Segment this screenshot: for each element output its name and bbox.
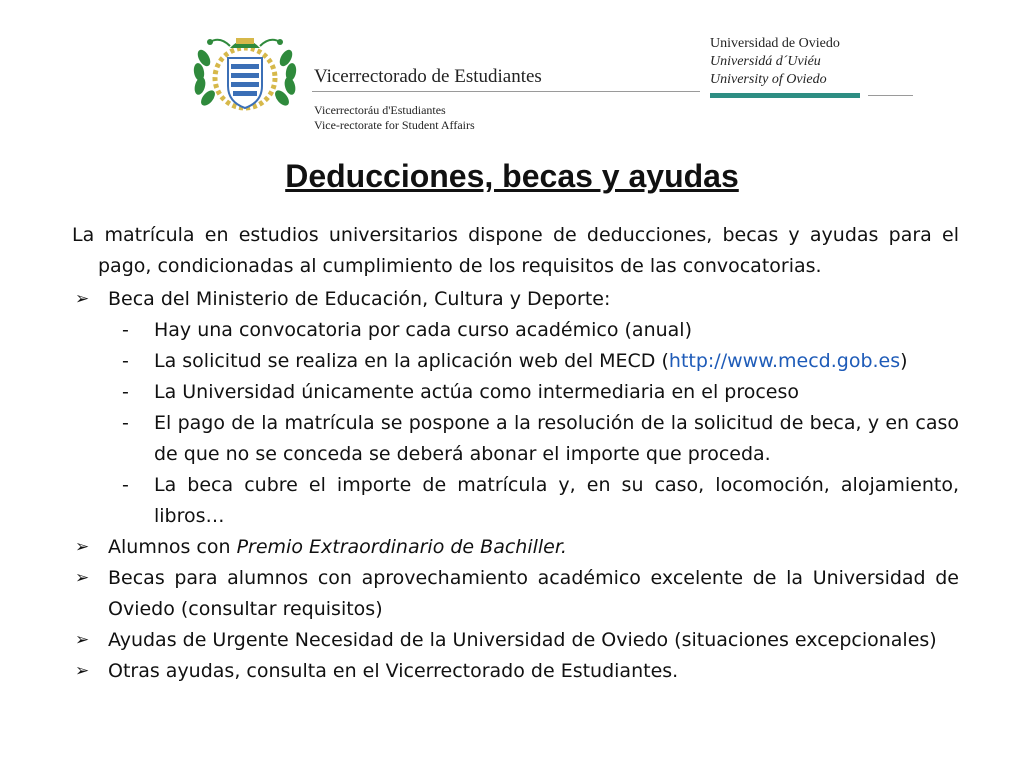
- mecd-item-text: El pago de la matrícula se pospone a la resolución de la solicitud de beca, y en caso de que no se conceda se deberá abonar el importe que proceda.: [154, 412, 959, 465]
- bullet-text: Otras ayudas, consulta en el Vicerrectorado de Estudiantes.: [108, 660, 679, 682]
- university-accent-bar: [710, 93, 860, 98]
- content-body: [72, 220, 959, 687]
- dash-marker: -: [122, 474, 129, 496]
- mecd-item-text: La Universidad únicamente actúa como intermediaria en el proceso: [154, 381, 800, 403]
- mecd-link-close: ): [900, 350, 908, 372]
- page-title: Deducciones, becas y ayudas: [285, 158, 739, 194]
- header-divider: [312, 91, 700, 92]
- mecd-item: [72, 346, 959, 377]
- university-name-en: University of Oviedo: [710, 72, 827, 87]
- mecd-item: [72, 315, 959, 346]
- mecd-item-text: La solicitud se realiza en la aplicación web del MECD (: [154, 350, 669, 372]
- bullet-mecd: [72, 284, 959, 315]
- mecd-item: [72, 470, 959, 532]
- bullet-otras-ayudas: [72, 656, 959, 687]
- mecd-link[interactable]: http://www.mecd.gob.es: [668, 350, 901, 372]
- arrow-bullet-icon: ➢: [75, 661, 90, 681]
- mecd-item: [72, 377, 959, 408]
- dash-marker: -: [122, 412, 129, 434]
- university-name-es: Universidad de Oviedo: [710, 36, 840, 51]
- arrow-bullet-icon: ➢: [75, 289, 90, 309]
- vicerrectorado-sub-english: Vice-rectorate for Student Affairs: [314, 118, 475, 132]
- bullet-premio: [72, 532, 959, 563]
- arrow-bullet-icon: ➢: [75, 568, 90, 588]
- vicerrectorado-subtitle: [314, 103, 475, 133]
- university-name-ast: Universidá d´Uviéu: [710, 54, 821, 69]
- dash-marker: -: [122, 381, 129, 403]
- bullet-text: Ayudas de Urgente Necesidad de la Universidad de Oviedo (situaciones excepcionales): [108, 629, 937, 651]
- vicerrectorado-sub-asturian: Vicerrectoráu d'Estudiantes: [314, 103, 446, 117]
- premio-italic: Premio Extraordinario de Bachiller.: [236, 536, 567, 558]
- university-rule: [868, 95, 913, 96]
- bullet-text: Becas para alumnos con aprovechamiento académico excelente de la Universidad de Oviedo (consultar requisitos): [108, 567, 959, 620]
- university-name-block: [710, 35, 840, 89]
- arrow-bullet-icon: ➢: [75, 537, 90, 557]
- mecd-item-text: Hay una convocatoria por cada curso académico (anual): [154, 319, 692, 341]
- dash-marker: -: [122, 350, 129, 372]
- premio-prefix: Alumnos con: [108, 536, 237, 558]
- dash-marker: -: [122, 319, 129, 341]
- university-crest-icon: [190, 28, 300, 114]
- mecd-item-text: La beca cubre el importe de matrícula y, en su caso, locomoción, alojamiento, libros…: [154, 474, 959, 527]
- header: [0, 0, 1024, 145]
- vicerrectorado-title: Vicerrectorado de Estudiantes: [314, 66, 542, 87]
- bullet-becas-excelencia: [72, 563, 959, 625]
- bullet-urgente-necesidad: [72, 625, 959, 656]
- mecd-item: [72, 408, 959, 470]
- intro-paragraph: La matrícula en estudios universitarios dispone de deducciones, becas y ayudas para el pago, condicionadas al cumplimiento de los requisitos de las convocatorias.: [72, 224, 959, 277]
- arrow-bullet-icon: ➢: [75, 630, 90, 650]
- bullet-mecd-label: Beca del Ministerio de Educación, Cultura y Deporte:: [108, 288, 611, 310]
